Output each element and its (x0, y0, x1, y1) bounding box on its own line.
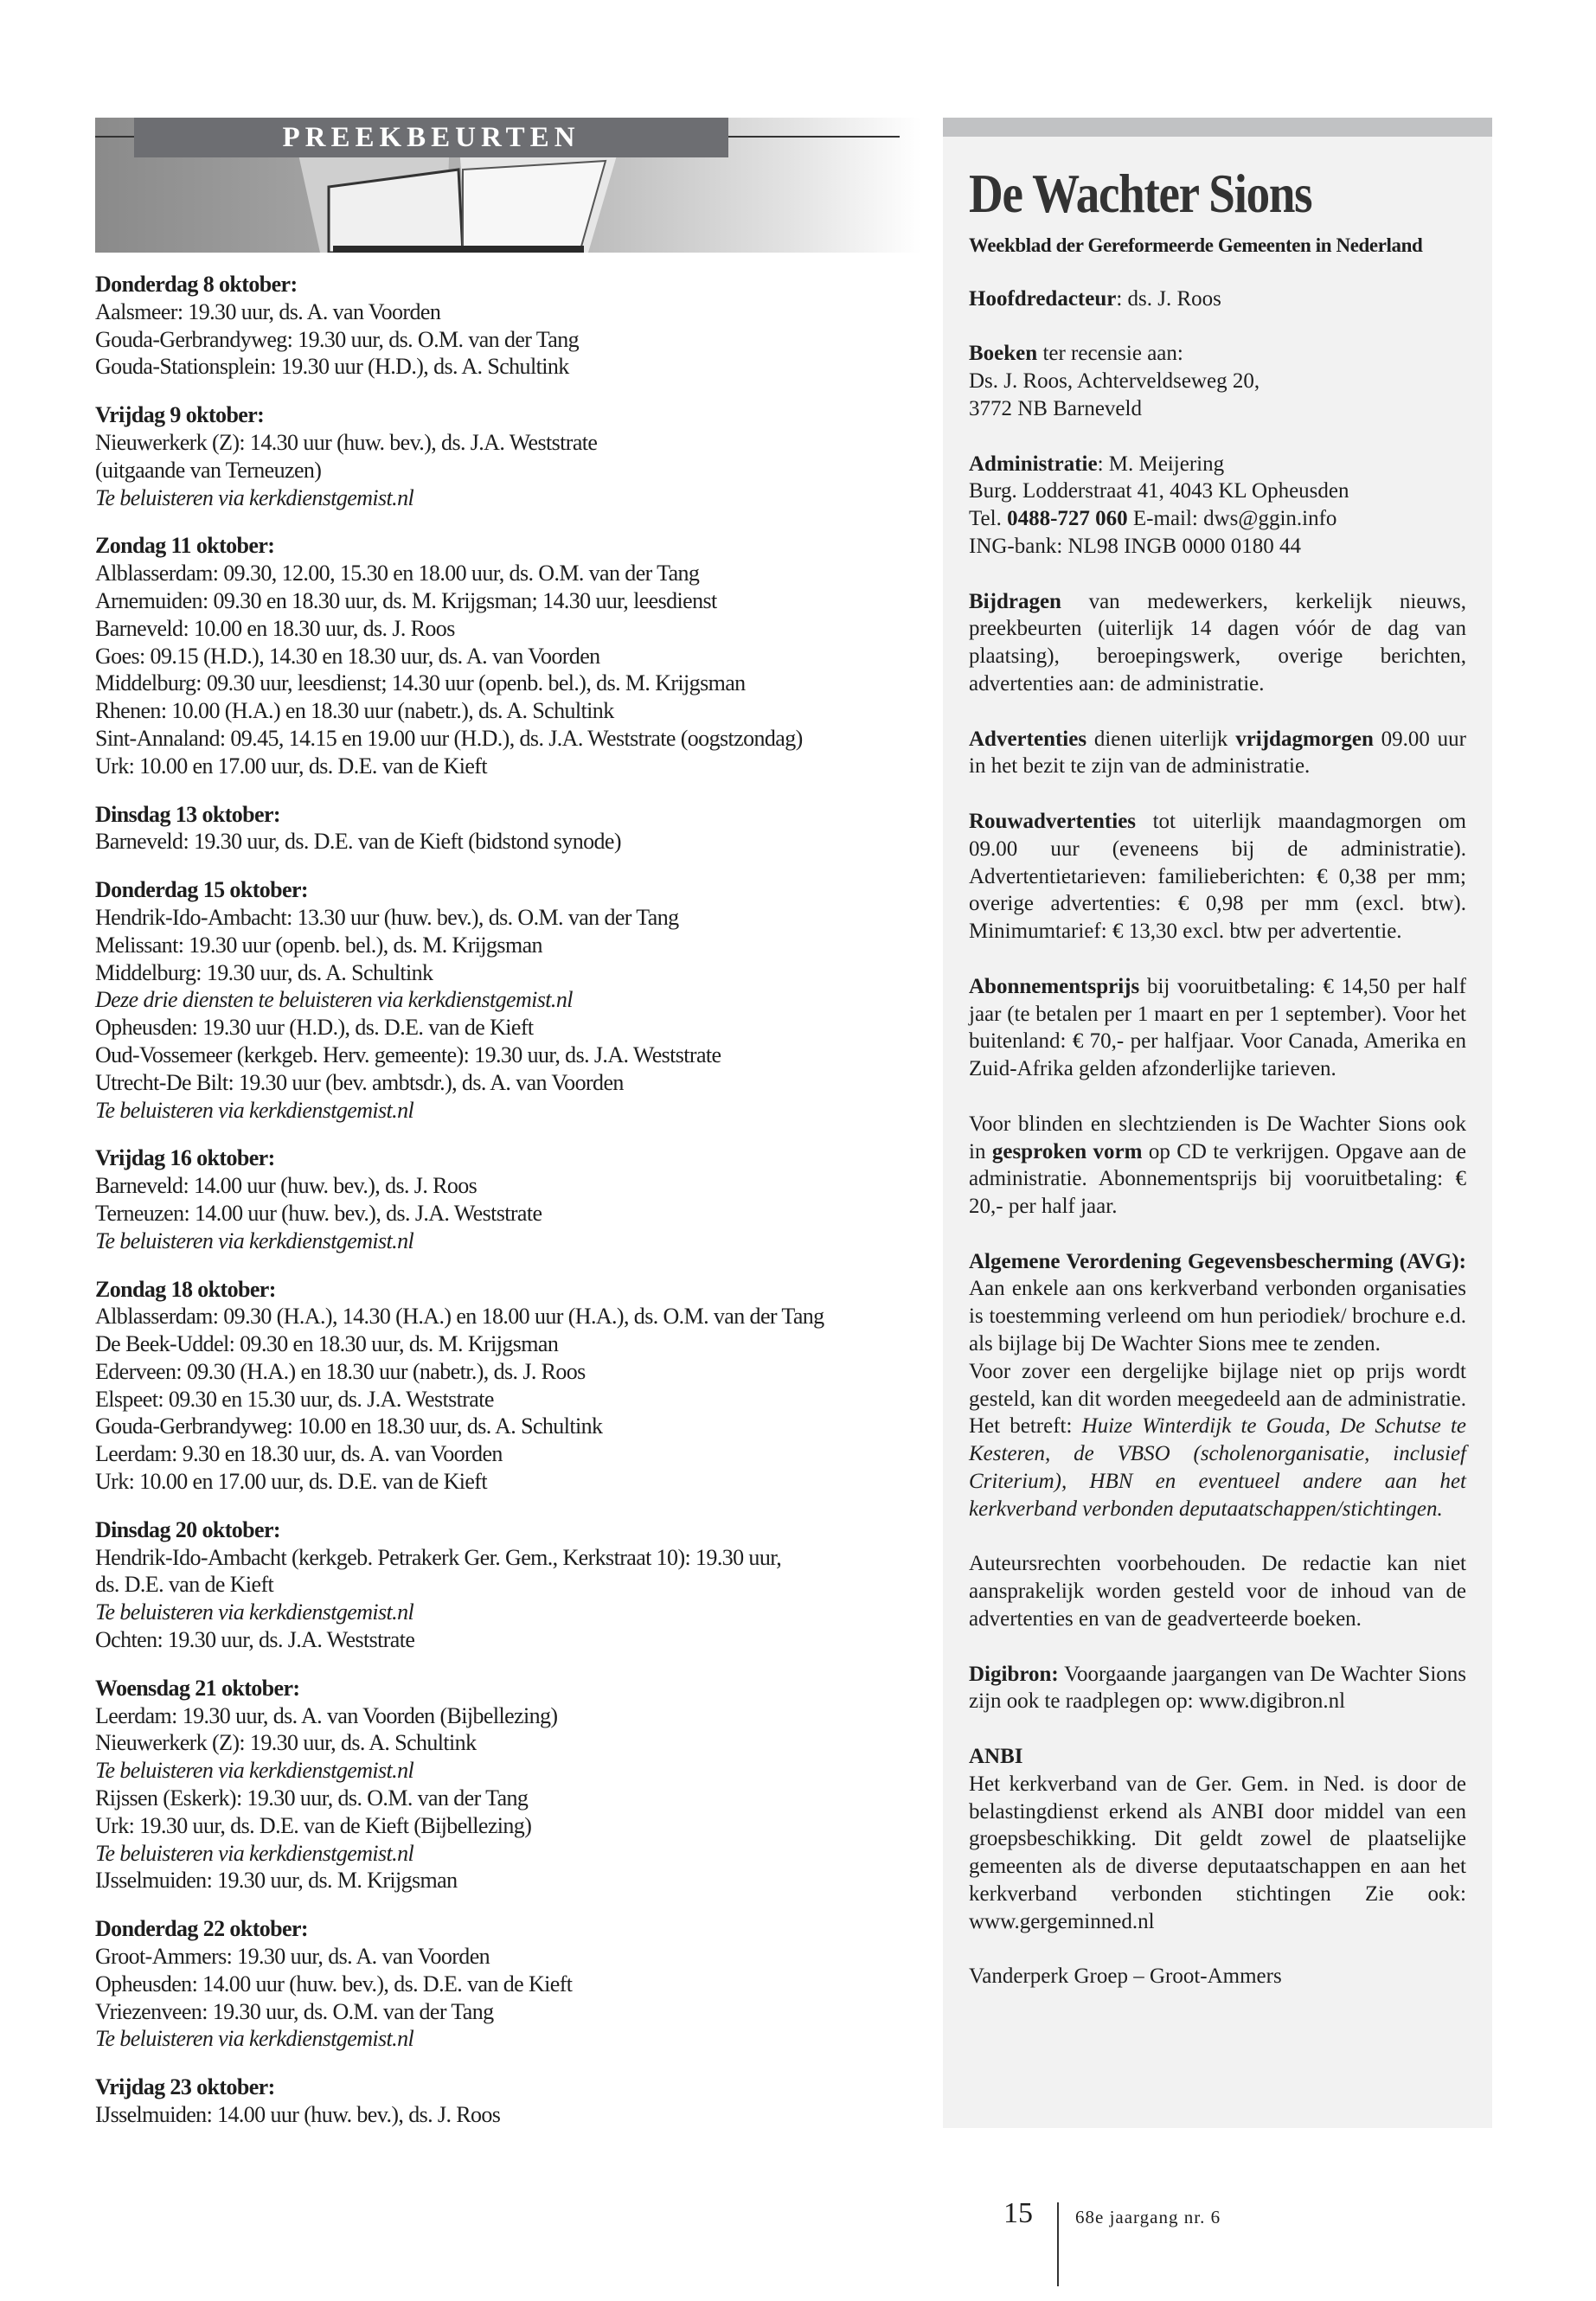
schedule-day (95, 1915, 926, 2053)
colophon-paragraph (969, 1248, 1466, 1523)
broadcast-note: Te beluisteren via kerkdienstgemist.nl (95, 1599, 414, 1625)
body-text: 3772 NB Barneveld (969, 396, 1142, 420)
colophon-line (969, 973, 1466, 1083)
colophon-paragraph (969, 1963, 1466, 1990)
colophon-line (969, 1771, 1466, 1936)
day-heading: Donderdag 15 oktober: (95, 877, 308, 903)
day-heading: Donderdag 22 oktober: (95, 1916, 308, 1942)
colophon-paragraph (969, 1550, 1466, 1632)
section-title: PREEKBEURTEN (134, 118, 728, 157)
colophon-line (969, 1111, 1466, 1221)
service-entry: (uitgaande van Terneuzen) (95, 457, 322, 483)
bold-label: gesproken vorm (991, 1139, 1143, 1163)
service-entry: Rhenen: 10.00 (H.A.) en 18.30 uur (nabetr.), ds. A. Schultink (95, 698, 614, 724)
colophon-paragraph (969, 973, 1466, 1083)
colophon-paragraph (969, 808, 1466, 945)
service-entry: ds. D.E. van de Kieft (95, 1572, 274, 1598)
service-entry: Terneuzen: 14.00 uur (huw. bev.), ds. J.A. Weststrate (95, 1200, 542, 1226)
service-entry: Middelburg: 19.30 uur, ds. A. Schultink (95, 959, 433, 985)
bold-label: Abonnementsprijs (969, 974, 1140, 998)
service-entry: De Beek-Uddel: 09.30 en 18.30 uur, ds. M. Krijgsman (95, 1331, 559, 1357)
bold-label: Bijdragen (969, 589, 1061, 613)
body-text: 09.00 uur in het bezit te zijn van de administratie. (969, 727, 1467, 779)
day-heading: Donderdag 8 oktober: (95, 272, 298, 297)
body-text: dienen uiterlijk (1086, 727, 1236, 751)
schedule-day (95, 1516, 926, 1654)
day-heading: Woensdag 21 oktober: (95, 1675, 300, 1701)
body-text: Burg. Lodderstraat 41, 4043 KL Opheusden (969, 479, 1349, 503)
bold-label: vrijdagmorgen (1235, 727, 1374, 751)
day-heading: Vrijdag 9 oktober: (95, 402, 265, 428)
service-entry: Hendrik-Ido-Ambacht (kerkgeb. Petrakerk Ger. Gem., Kerkstraat 10): 19.30 uur, (95, 1544, 782, 1570)
service-entry: Urk: 19.30 uur, ds. D.E. van de Kieft (Bijbellezing) (95, 1812, 532, 1838)
masthead-subtitle: Weekblad der Gereformeerde Gemeenten in Nederland (969, 234, 1423, 256)
bold-label: 0488-727 060 (1007, 507, 1128, 531)
footer-divider (1057, 2202, 1059, 2286)
bold-label: Digibron: (969, 1662, 1059, 1686)
service-entry: Barneveld: 14.00 uur (huw. bev.), ds. J. Roos (95, 1173, 478, 1199)
broadcast-note: Te beluisteren via kerkdienstgemist.nl (95, 484, 414, 510)
colophon-paragraph (969, 1743, 1466, 1936)
body-text: op CD te verkrijgen. Opgave aan de administratie. Abonnementsprijs bij vooruitbetaling: € 20,- per half jaar. (969, 1139, 1466, 1219)
broadcast-note: Te beluisteren via kerkdienstgemist.nl (95, 2026, 414, 2052)
service-entry: Ochten: 19.30 uur, ds. J.A. Weststrate (95, 1627, 415, 1653)
service-entry: Leerdam: 9.30 en 18.30 uur, ds. A. van Voorden (95, 1441, 503, 1467)
colophon-line (969, 726, 1466, 781)
schedule-day (95, 801, 926, 856)
service-entry: Gouda-Stationsplein: 19.30 uur (H.D.), ds. A. Schultink (95, 354, 569, 380)
service-entry: Gouda-Gerbrandyweg: 10.00 en 18.30 uur, ds. A. Schultink (95, 1413, 603, 1439)
bold-label: Advertenties (969, 727, 1087, 751)
service-entry: Utrecht-De Bilt: 19.30 uur (bev. ambtsdr.), ds. A. van Voorden (95, 1069, 624, 1095)
colophon-paragraphs (969, 285, 1466, 1990)
colophon-line (969, 588, 1466, 698)
colophon-paragraph (969, 588, 1466, 698)
colophon-line (969, 1358, 1466, 1523)
service-entry: Oud-Vossemeer (kerkgeb. Herv. gemeente): 19.30 uur, ds. J.A. Weststrate (95, 1042, 721, 1067)
service-entry: Ederveen: 09.30 (H.A.) en 18.30 uur (nabetr.), ds. J. Roos (95, 1358, 586, 1384)
service-entry: Hendrik-Ido-Ambacht: 13.30 uur (huw. bev.), ds. O.M. van der Tang (95, 904, 679, 930)
colophon-line (969, 1248, 1466, 1358)
colophon-panel (943, 118, 1492, 2128)
service-entry: Urk: 10.00 en 17.00 uur, ds. D.E. van de Kieft (95, 1469, 487, 1495)
bold-label: Administratie (969, 452, 1098, 476)
colophon-line (969, 340, 1466, 368)
colophon-line (969, 451, 1466, 478)
colophon-paragraph (969, 285, 1466, 313)
bold-label: Algemene Verordening Gegevensbescherming (AVG): (969, 1249, 1466, 1273)
body-text: Het kerkverband van de Ger. Gem. in Ned. is door de belastingdienst erkend als ANBI door middel van een groepsbeschikking. Dit geldt zowel de plaatselijke gemeenten als de diverse deputaatschappen en aan het kerkverband verbonden stichtingen Zie ook: www.gergeminned.nl (969, 1772, 1466, 1933)
schedule-day (95, 876, 926, 1124)
broadcast-note: Te beluisteren via kerkdienstgemist.nl (95, 1227, 414, 1253)
colophon-line (969, 368, 1466, 395)
broadcast-note: Te beluisteren via kerkdienstgemist.nl (95, 1097, 414, 1123)
service-entry: Barneveld: 10.00 en 18.30 uur, ds. J. Roos (95, 615, 455, 641)
service-entry: Rijssen (Eskerk): 19.30 uur, ds. O.M. van der Tang (95, 1785, 529, 1811)
day-heading: Dinsdag 20 oktober: (95, 1516, 280, 1542)
body-text: Aan enkele aan ons kerkverband verbonden organisaties is toestemming verleend om hun periodiek/ brochure e.d. als bijlage bij De Wachter Sions mee te zenden. (969, 1277, 1466, 1356)
broadcast-note: Deze drie diensten te beluisteren via kerkdienstgemist.nl (95, 987, 573, 1013)
schedule-day (95, 2073, 926, 2129)
bold-label: Rouwadvertenties (969, 809, 1137, 833)
colophon-paragraph (969, 1111, 1466, 1221)
issue-info: 68e jaargang nr. 6 (1075, 2207, 1221, 2227)
body-text: Tel. (969, 507, 1008, 531)
masthead-title: De Wachter Sions (969, 163, 1312, 224)
service-entry: Nieuwerkerk (Z): 19.30 uur, ds. A. Schultink (95, 1730, 477, 1756)
service-entry: Groot-Ammers: 19.30 uur, ds. A. van Voorden (95, 1944, 490, 1970)
colophon-line (969, 1743, 1466, 1771)
body-text: : ds. J. Roos (1116, 286, 1221, 311)
schedule-day (95, 1144, 926, 1254)
service-entry: Urk: 10.00 en 17.00 uur, ds. D.E. van de Kieft (95, 753, 487, 779)
colophon-top-bar (943, 118, 1492, 137)
colophon-line (969, 395, 1466, 423)
service-entry: Nieuwerkerk (Z): 14.30 uur (huw. bev.), ds. J.A. Weststrate (95, 429, 598, 455)
colophon-paragraph (969, 1661, 1466, 1716)
body-text: Voor blinden en slechtzienden is De Wachter Sions ook in (969, 1112, 1466, 1163)
bold-label: ANBI (969, 1745, 1023, 1769)
service-entry: Middelburg: 09.30 uur, leesdienst; 14.30 uur (openb. bel.), ds. M. Krijgsman (95, 670, 746, 696)
body-text: Ds. J. Roos, Achterveldseweg 20, (969, 369, 1260, 394)
bold-label: Boeken (969, 342, 1038, 366)
service-entry: IJsselmuiden: 14.00 uur (huw. bev.), ds. J. Roos (95, 2102, 501, 2128)
service-entry: Gouda-Gerbrandyweg: 19.30 uur, ds. O.M. van der Tang (95, 326, 579, 352)
italic-text: Huize Winterdijk te Gouda, De Schutse te Kesteren, de VBSO (scholenorganisatie, inclusief Criterium), HBN en eventueel andere aan het kerkverband verbonden deputaatschappen/stichtingen. (969, 1414, 1466, 1521)
body-text: ter recensie aan: (1037, 342, 1183, 366)
day-heading: Zondag 11 oktober: (95, 533, 275, 559)
colophon-line (969, 505, 1466, 533)
sermon-schedule (95, 271, 926, 2150)
schedule-day (95, 532, 926, 779)
schedule-day (95, 1675, 926, 1894)
colophon-line (969, 478, 1466, 505)
schedule-day (95, 271, 926, 381)
day-heading: Vrijdag 23 oktober: (95, 2074, 275, 2100)
service-entry: Leerdam: 19.30 uur, ds. A. van Voorden (Bijbellezing) (95, 1702, 558, 1728)
colophon-paragraph (969, 726, 1466, 781)
broadcast-note: Te beluisteren via kerkdienstgemist.nl (95, 1758, 414, 1784)
service-entry: Alblasserdam: 09.30, 12.00, 15.30 en 18.00 uur, ds. O.M. van der Tang (95, 561, 700, 586)
body-text: Auteursrechten voorbehouden. De redactie kan niet aansprakelijk worden gesteld voor de inhoud van de advertenties en van de geadverteerde boeken. (969, 1552, 1466, 1631)
body-text: tot uiterlijk maandagmorgen om 09.00 uur (eveneens bij de administratie). Advertentietarieven: familieberichten: € 0,38 per mm; overige advertenties: € 0,98 per mm (excl. btw). Minimumtarief: € 13,30 excl. btw per advertentie. (969, 809, 1466, 944)
service-entry: Vriezenveen: 19.30 uur, ds. O.M. van der Tang (95, 1998, 494, 2024)
service-entry: Sint-Annaland: 09.45, 14.15 en 19.00 uur (H.D.), ds. J.A. Weststrate (oogstzondag) (95, 725, 803, 751)
service-entry: Barneveld: 19.30 uur, ds. D.E. van de Kieft (bidstond synode) (95, 829, 621, 855)
colophon-paragraph (969, 451, 1466, 561)
body-text: Voorgaande jaargangen van De Wachter Sions zijn ook te raadplegen op: www.digibron.nl (969, 1662, 1466, 1714)
colophon-line (969, 1661, 1466, 1716)
broadcast-note: Te beluisteren via kerkdienstgemist.nl (95, 1840, 414, 1866)
schedule-day (95, 1276, 926, 1496)
body-text: van medewerkers, kerkelijk nieuws, preekbeurten (uiterlijk 14 dagen vóór de dag van plaatsing), beroepingswerk, overige berichten, advertenties aan: de administratie. (969, 589, 1466, 695)
body-text: : M. Meijering (1097, 452, 1225, 476)
colophon-line (969, 808, 1466, 945)
colophon-paragraph (969, 340, 1466, 422)
service-entry: Aalsmeer: 19.30 uur, ds. A. van Voorden (95, 298, 441, 324)
body-text: Voor zover een dergelijke bijlage niet op prijs wordt gesteld, kan dit worden meegedeeld aan de administratie. Het betreft: (969, 1359, 1466, 1439)
bold-label: Hoofdredacteur (969, 286, 1117, 311)
service-entry: Melissant: 19.30 uur (openb. bel.), ds. M. Krijgsman (95, 932, 542, 958)
service-entry: Alblasserdam: 09.30 (H.A.), 14.30 (H.A.) en 18.00 uur (H.A.), ds. O.M. van der Tang (95, 1304, 824, 1330)
service-entry: IJsselmuiden: 19.30 uur, ds. M. Krijgsman (95, 1868, 458, 1894)
day-heading: Vrijdag 16 oktober: (95, 1145, 275, 1171)
service-entry: Elspeet: 09.30 en 15.30 uur, ds. J.A. Weststrate (95, 1386, 494, 1412)
body-text: Vanderperk Groep – Groot-Ammers (969, 1965, 1282, 1989)
service-entry: Goes: 09.15 (H.D.), 14.30 en 18.30 uur, ds. A. van Voorden (95, 643, 600, 669)
service-entry: Arnemuiden: 09.30 en 18.30 uur, ds. M. Krijgsman; 14.30 uur, leesdienst (95, 587, 717, 613)
colophon-line (969, 533, 1466, 561)
colophon-line (969, 285, 1466, 313)
service-entry: Opheusden: 14.00 uur (huw. bev.), ds. D.E. van de Kieft (95, 1971, 573, 1997)
day-heading: Zondag 18 oktober: (95, 1276, 276, 1302)
page-number: 15 (1003, 2197, 1033, 2229)
day-heading: Dinsdag 13 oktober: (95, 801, 280, 827)
schedule-day (95, 401, 926, 511)
colophon-line (969, 1550, 1466, 1632)
service-entry: Opheusden: 19.30 uur (H.D.), ds. D.E. van de Kieft (95, 1015, 534, 1041)
body-text: bij vooruitbetaling: € 14,50 per half jaar (te betalen per 1 maart en per 1 september). Voor het buitenland: € 70,- per halfjaar. Voor Canada, Amerika en Zuid-Afrika gelden afzonderlijke tarieven. (969, 974, 1466, 1081)
body-text: ING-bank: NL98 INGB 0000 0180 44 (969, 534, 1301, 558)
colophon-line (969, 1963, 1466, 1990)
body-text: E-mail: dws@ggin.info (1127, 507, 1337, 531)
